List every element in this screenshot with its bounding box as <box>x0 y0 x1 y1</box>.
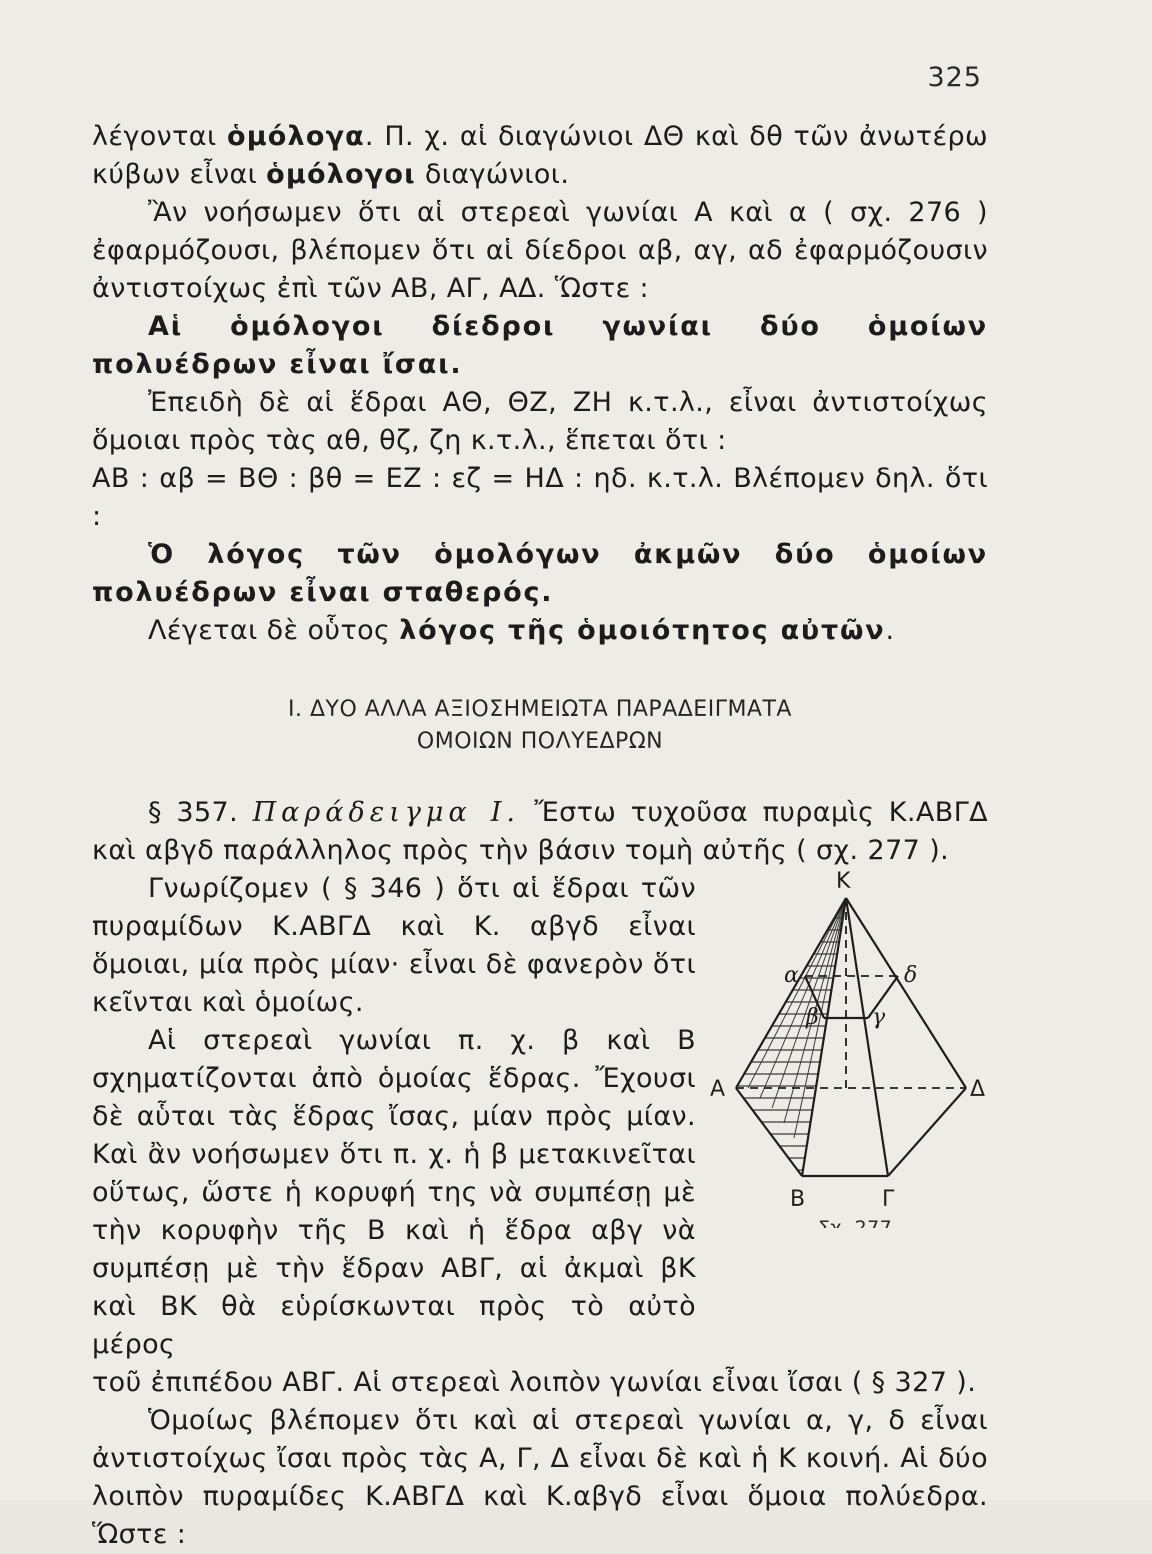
section-357 <box>92 794 988 1554</box>
figure-caption: Σχ. 277 <box>818 1217 893 1228</box>
page-number: 325 <box>927 62 982 93</box>
paragraph-9-end: τοῦ ἐπιπέδου ΑΒΓ. Αἱ στερεαὶ λοιπὸν γωνίαι εἶναι ἴσαι ( § 327 ). <box>92 1367 977 1398</box>
pyramid-edges <box>736 898 966 1176</box>
paragraph-8: Γνωρίζομεν ( § 346 ) ὅτι αἱ ἕδραι τῶν πυραμίδων Κ.ΑΒΓΔ καὶ Κ. αβγδ εἶναι ὅμοιαι, μία πρὸς μίαν· εἶναι δὲ φανερὸν ὅτι κεῖνται καὶ ὁμοίως. <box>92 873 696 1018</box>
label-d: δ <box>904 963 918 988</box>
theorem-edge-ratio: Ὁ λόγος τῶν ὁμολόγων ἀκμῶν δύο ὁμοίων πολυέδρων εἶναι σταθερός. <box>92 539 988 608</box>
section-number: § 357. <box>148 797 239 828</box>
label-D: Δ <box>970 1077 986 1102</box>
hatched-face <box>708 898 868 1170</box>
section-heading <box>92 694 988 758</box>
text-run: λέγονται <box>92 121 227 152</box>
theorem-dihedral-angles: Αἱ ὁμόλογοι δίεδροι γωνίαι δύο ὁμοίων πολυέδρων εἶναι ἴσαι. <box>92 311 988 380</box>
paragraph-9: Αἱ στερεαὶ γωνίαι π. χ. β καὶ Β σχηματίζονται ἀπὸ ὁμοίας ἕδρας. Ἔχουσι δὲ αὗται τὰς ἕδρας ἴσας, μίαν πρὸς μίαν. Καὶ ἂν νοήσωμεν ὅτι π. χ. ἡ β μετακινεῖται οὕτως, ὥστε ἡ κορυφή της νὰ συμπέσῃ μὲ τὴν κορυφὴν τῆς Β καὶ ἡ ἕδρα αβγ νὰ συμπέσῃ μὲ τὴν ἕδραν ΑΒΓ, αἱ ἀκμαὶ βΚ καὶ ΒΚ θὰ εὑρίσκωνται πρὸς τὸ αὐτὸ μέρος <box>92 1025 696 1360</box>
paragraph-10: Ὁμοίως βλέπομεν ὅτι καὶ αἱ στερεαὶ γωνίαι α, γ, δ εἶναι ἀντιστοίχως ἴσαι πρὸς τὰς Α, Γ, Δ εἶναι δὲ καὶ ἡ Κ κοινή. Αἱ δύο λοιπὸν πυραμίδες Κ.ΑΒΓΔ καὶ Κ.αβγδ εἶναι ὅμοια πολύεδρα. Ὥστε : <box>92 1405 988 1550</box>
pyramid-figure <box>708 838 998 1228</box>
label-a: α <box>784 963 800 988</box>
term-homologoi: ὁμόλογοι <box>266 159 416 190</box>
pyramid-diagram <box>708 838 998 1228</box>
page-body <box>92 118 988 1554</box>
label-g: γ <box>872 1005 886 1030</box>
section-intro-text: Ἔστω τυχοῦσα πυραμὶς Κ.ΑΒΓΔ καὶ αβγδ παράλληλος πρὸς τὴν βάσιν τομὴ αὐτῆς ( σχ. 277 ). <box>92 797 989 866</box>
text-run: διαγώνιοι. <box>415 159 570 190</box>
label-b: β <box>806 1005 820 1030</box>
heading-line-1: Ι. ΔΥΟ ΑΛΛΑ ΑΞΙΟΣΗΜΕΙΩΤΑ ΠΑΡΑΔΕΙΓΜΑΤΑ <box>288 697 792 722</box>
label-B: Β <box>790 1187 806 1212</box>
label-G: Γ <box>882 1187 895 1212</box>
proportion-line: ΑΒ : αβ = ΒΘ : βθ = ΕΖ : εζ = ΗΔ : ηδ. κ.τ.λ. Βλέπομεν δηλ. ὅτι : <box>92 463 988 532</box>
paragraph-7 <box>92 612 988 650</box>
label-K: Κ <box>836 869 851 894</box>
paragraph-2: Ἂν νοήσωμεν ὅτι αἱ στερεαὶ γωνίαι Α καὶ α ( σχ. 276 ) ἐφαρμόζουσι, βλέπομεν ὅτι αἱ δίεδροι αβ, αγ, αδ ἐφαρμόζουσιν ἀντιστοίχως ἐπὶ τῶν ΑΒ, ΑΓ, ΑΔ. Ὥστε : <box>92 197 988 304</box>
example-label: Παράδειγμα Ι. <box>252 797 521 828</box>
term-similarity-ratio: λόγος τῆς ὁμοιότητος αὐτῶν <box>399 615 886 646</box>
text-run: . Π. χ. αἱ διαγώνιοι ΔΘ καὶ δθ τῶν ἀνωτέρω κύβων εἶναι <box>92 121 988 190</box>
paragraph-4: Ἐπειδὴ δὲ αἱ ἕδραι ΑΘ, ΘΖ, ΖΗ κ.τ.λ., εἶναι ἀντιστοίχως ὅμοιαι πρὸς τὰς αθ, θζ, ζη κ.τ.λ., ἕπεται ὅτι : <box>92 387 988 456</box>
paragraph-1 <box>92 118 988 194</box>
label-A: Α <box>710 1077 726 1102</box>
text-run: Λέγεται δὲ οὗτος <box>148 615 400 646</box>
heading-line-2: ΟΜΟΙΩΝ ΠΟΛΥΕΔΡΩΝ <box>416 729 664 754</box>
term-homologa: ὁμόλογα <box>226 121 365 152</box>
text-run: . <box>885 615 895 646</box>
